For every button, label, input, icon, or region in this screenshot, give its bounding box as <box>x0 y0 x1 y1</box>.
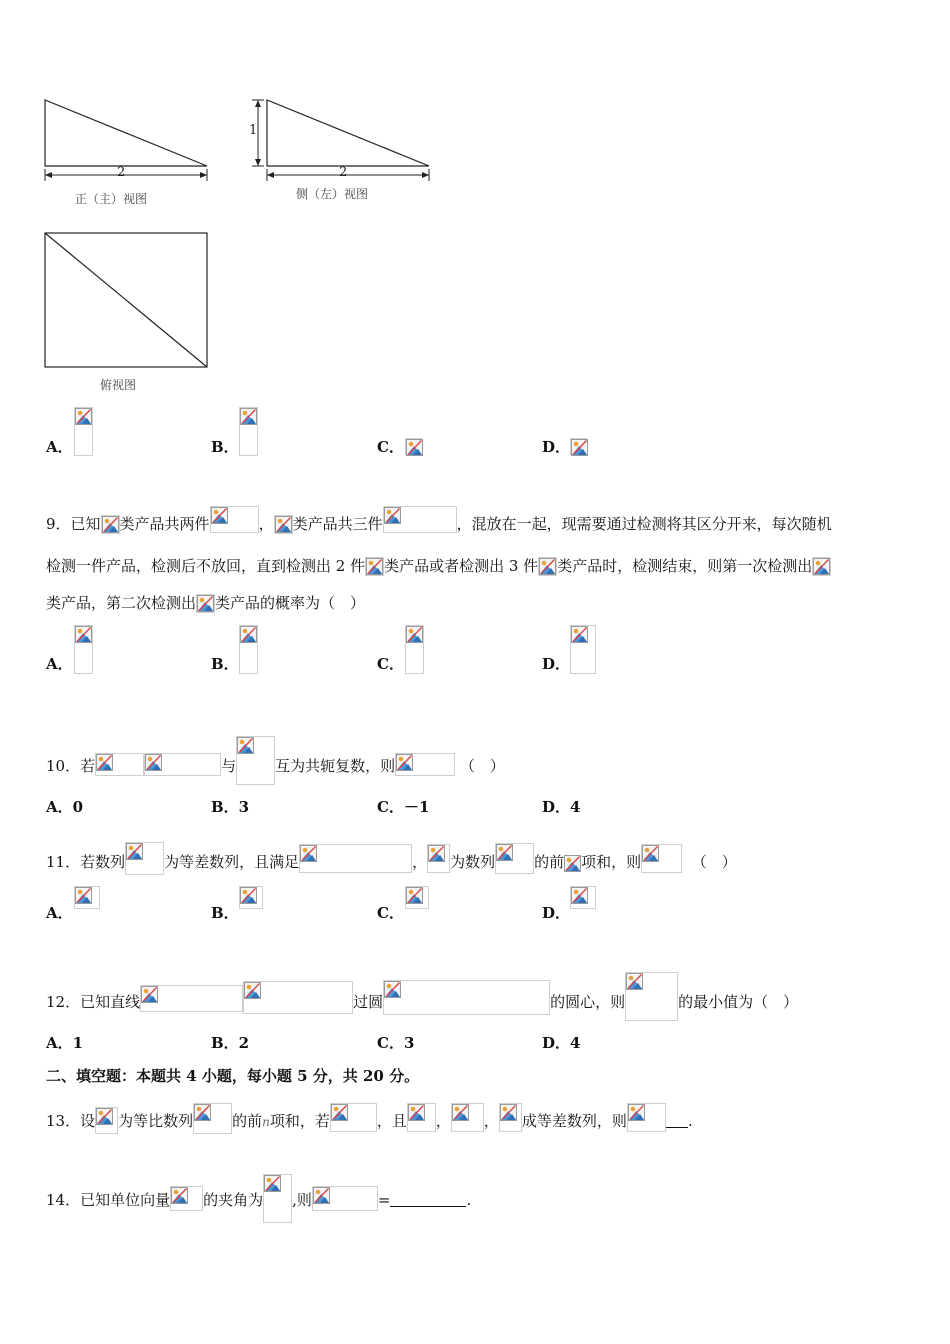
formula-image <box>365 557 384 576</box>
broken-image-icon <box>313 1187 330 1204</box>
side-view-caption: 侧（左）视图 <box>296 187 369 201</box>
q13-text-6: ， <box>435 1112 451 1130</box>
broken-image-icon <box>408 1104 425 1121</box>
q11-text-2: 为等差数列，且满足 <box>164 853 300 871</box>
formula-image <box>274 515 293 534</box>
q12-text-2: 过圆 <box>353 993 384 1011</box>
broken-image-icon <box>452 1104 469 1121</box>
q12-option-b[interactable]: B．2 <box>211 1034 250 1052</box>
q13-line <box>46 1103 693 1134</box>
front-view-caption: 正（主）视图 <box>75 192 148 206</box>
q10-option-b[interactable]: B．3 <box>211 798 250 816</box>
q12-text-3: 的圆心，则 <box>550 993 626 1011</box>
broken-image-icon <box>275 516 292 533</box>
broken-image-icon <box>240 887 257 904</box>
broken-image-icon <box>496 844 513 861</box>
q13-text-9: . <box>687 1112 693 1130</box>
broken-image-icon <box>126 843 143 860</box>
formula-image <box>236 736 275 785</box>
q11-text-7: （ ） <box>691 853 737 871</box>
q10-text-2: 与 <box>221 757 237 775</box>
broken-image-icon <box>75 626 92 643</box>
broken-image-icon <box>642 845 659 862</box>
q11-option-b-image <box>239 886 263 909</box>
formula-image <box>95 753 144 776</box>
broken-image-icon <box>406 887 423 904</box>
broken-image-icon <box>571 439 588 456</box>
broken-image-icon <box>564 855 581 872</box>
q11-option-a-image <box>74 886 100 909</box>
top-view-figure <box>40 228 215 373</box>
formula-image <box>243 981 353 1014</box>
side-view-dim-label: 2 <box>339 165 348 180</box>
q11-text-1: 11．若数列 <box>46 853 126 871</box>
formula-image <box>427 844 450 873</box>
q14-text-2: 的夹角为 <box>203 1191 264 1209</box>
formula-image <box>395 753 455 776</box>
q8-option-b[interactable]: B． <box>211 438 239 456</box>
broken-image-icon <box>237 737 254 754</box>
broken-image-icon <box>96 1108 113 1125</box>
broken-image-icon <box>384 507 401 524</box>
q11-option-c-image <box>405 886 429 909</box>
q10-text-1: 10．若 <box>46 757 96 775</box>
q14-answer-blank[interactable] <box>390 1192 466 1207</box>
broken-image-icon <box>396 754 413 771</box>
broken-image-icon <box>628 1104 645 1121</box>
formula-image <box>627 1103 666 1132</box>
q8-option-b-image <box>239 407 258 456</box>
formula-image <box>263 1174 292 1223</box>
formula-image <box>641 844 682 873</box>
broken-image-icon <box>264 1175 281 1192</box>
q9-text-1: 9．已知 <box>46 515 101 533</box>
broken-image-icon <box>539 558 556 575</box>
q8-option-c-image <box>405 438 422 455</box>
q9-text-8: 类产品时，检测结束，则第一次检测出 <box>557 557 813 575</box>
q10-text-3: 互为共轭复数，则 <box>275 757 396 775</box>
q13-text-4: 项和，若 <box>269 1112 330 1130</box>
formula-image <box>193 1103 232 1134</box>
q12-option-c[interactable]: C．3 <box>377 1034 415 1052</box>
q11-text-6: 项和，则 <box>581 853 642 871</box>
front-view-figure <box>40 95 215 185</box>
q10-line <box>46 736 505 785</box>
q10-option-a[interactable]: A．0 <box>46 798 84 816</box>
q9-text-6: 检测一件产品，检测后不放回，直到检测出 2 件 <box>46 557 366 575</box>
q11-option-a[interactable]: A． <box>46 904 73 922</box>
top-view-caption: 俯视图 <box>100 378 137 392</box>
q9-option-d[interactable]: D． <box>542 655 571 673</box>
q8-option-a[interactable]: A． <box>46 438 73 456</box>
q12-option-d[interactable]: D．4 <box>542 1034 581 1052</box>
side-view-height-label: 1 <box>249 123 258 138</box>
formula-image <box>538 557 557 576</box>
q9-text-10: 类产品的概率为（ ） <box>215 594 366 612</box>
q11-option-d[interactable]: D． <box>542 904 571 922</box>
q9-text-7: 类产品或者检测出 3 件 <box>384 557 539 575</box>
broken-image-icon <box>244 982 261 999</box>
q12-option-a[interactable]: A．1 <box>46 1034 84 1052</box>
q13-answer-blank[interactable] <box>666 1113 688 1128</box>
q11-line <box>46 842 737 875</box>
q13-text-2: 为等比数列 <box>118 1112 194 1130</box>
q13-text-7: ， <box>483 1112 499 1130</box>
q11-text-5: 的前 <box>534 853 565 871</box>
formula-image <box>312 1186 378 1211</box>
broken-image-icon <box>384 981 401 998</box>
q9-option-d-image <box>570 625 596 674</box>
q9-text-3: ， <box>258 515 274 533</box>
broken-image-icon <box>211 507 228 524</box>
broken-image-icon <box>145 754 162 771</box>
formula-image <box>101 515 120 534</box>
broken-image-icon <box>75 887 92 904</box>
formula-image <box>95 1107 118 1134</box>
broken-image-icon <box>428 845 445 862</box>
formula-image <box>383 506 457 533</box>
broken-image-icon <box>171 1187 188 1204</box>
q8-option-c[interactable]: C． <box>377 438 404 456</box>
formula-image <box>330 1103 377 1132</box>
formula-image <box>140 985 243 1012</box>
q11-text-3: ， <box>412 853 428 871</box>
q14-line <box>46 1174 471 1223</box>
formula-image <box>210 506 259 533</box>
formula-image <box>196 594 215 613</box>
formula-image <box>144 753 221 776</box>
broken-image-icon <box>300 845 317 862</box>
broken-image-icon <box>75 408 92 425</box>
broken-image-icon <box>500 1104 517 1121</box>
formula-image <box>499 1103 522 1132</box>
q13-text-8: 成等差数列，则 <box>521 1112 627 1130</box>
q9-option-b[interactable]: B． <box>211 655 239 673</box>
broken-image-icon <box>571 626 588 643</box>
broken-image-icon <box>96 754 113 771</box>
section-2-heading: 二、填空题：本题共 4 小题，每小题 5 分，共 20 分。 <box>46 1067 420 1085</box>
q13-text-1: 13．设 <box>46 1112 96 1130</box>
broken-image-icon <box>406 439 423 456</box>
q14-text-1: 14．已知单位向量 <box>46 1191 171 1209</box>
q14-text-3: ,则 <box>292 1191 312 1209</box>
q13-text-5: ，且 <box>376 1112 407 1130</box>
q9-text-4: 类产品共三件 <box>292 515 383 533</box>
q11-option-d-image <box>570 886 596 909</box>
formula-image <box>299 844 412 873</box>
formula-image <box>812 557 831 576</box>
q9-line-1 <box>46 506 832 534</box>
q8-option-a-image <box>74 407 93 456</box>
formula-image <box>170 1186 203 1211</box>
q12-text-4: 的最小值为（ ） <box>678 993 799 1011</box>
broken-image-icon <box>194 1104 211 1121</box>
q9-option-a-image <box>74 625 93 674</box>
q11-text-4: 为数列 <box>450 853 496 871</box>
q14-text-5: . <box>466 1191 472 1209</box>
q12-line <box>46 972 798 1021</box>
formula-image <box>383 980 550 1015</box>
q9-text-2: 类产品共两件 <box>119 515 210 533</box>
q13-n-symbol: n <box>262 1115 270 1129</box>
broken-image-icon <box>406 626 423 643</box>
broken-image-icon <box>240 408 257 425</box>
q9-line-3 <box>46 593 365 613</box>
q9-line-2 <box>46 556 831 576</box>
formula-image <box>495 843 534 874</box>
q8-option-d-image <box>570 438 587 455</box>
q14-text-4: = <box>377 1191 391 1209</box>
formula-image <box>625 972 678 1021</box>
broken-image-icon <box>366 558 383 575</box>
broken-image-icon <box>141 986 158 1003</box>
q9-text-9: 类产品，第二次检测出 <box>46 594 197 612</box>
broken-image-icon <box>102 516 119 533</box>
q9-option-a[interactable]: A． <box>46 655 73 673</box>
q10-option-d[interactable]: D．4 <box>542 798 581 816</box>
broken-image-icon <box>626 973 643 990</box>
broken-image-icon <box>813 558 830 575</box>
broken-image-icon <box>571 887 588 904</box>
q9-option-c-image <box>405 625 424 674</box>
formula-image <box>451 1103 484 1132</box>
q13-text-3: 的前 <box>232 1112 263 1130</box>
broken-image-icon <box>240 626 257 643</box>
q9-option-c[interactable]: C． <box>377 655 404 673</box>
q11-option-c[interactable]: C． <box>377 904 404 922</box>
q12-text-1: 12．已知直线 <box>46 993 141 1011</box>
q9-option-b-image <box>239 625 258 674</box>
q11-option-b[interactable]: B． <box>211 904 239 922</box>
q10-option-c[interactable]: C．－1 <box>377 798 430 816</box>
broken-image-icon <box>197 595 214 612</box>
formula-image <box>407 1103 436 1132</box>
q9-text-5: ，混放在一起，现需要通过检测将其区分开来，每次随机 <box>456 515 832 533</box>
formula-image <box>125 842 164 875</box>
front-view-dim-label: 2 <box>117 165 126 180</box>
q8-option-d[interactable]: D． <box>542 438 571 456</box>
broken-image-icon <box>331 1104 348 1121</box>
q10-text-4: （ ） <box>459 757 505 775</box>
formula-image <box>564 855 581 872</box>
